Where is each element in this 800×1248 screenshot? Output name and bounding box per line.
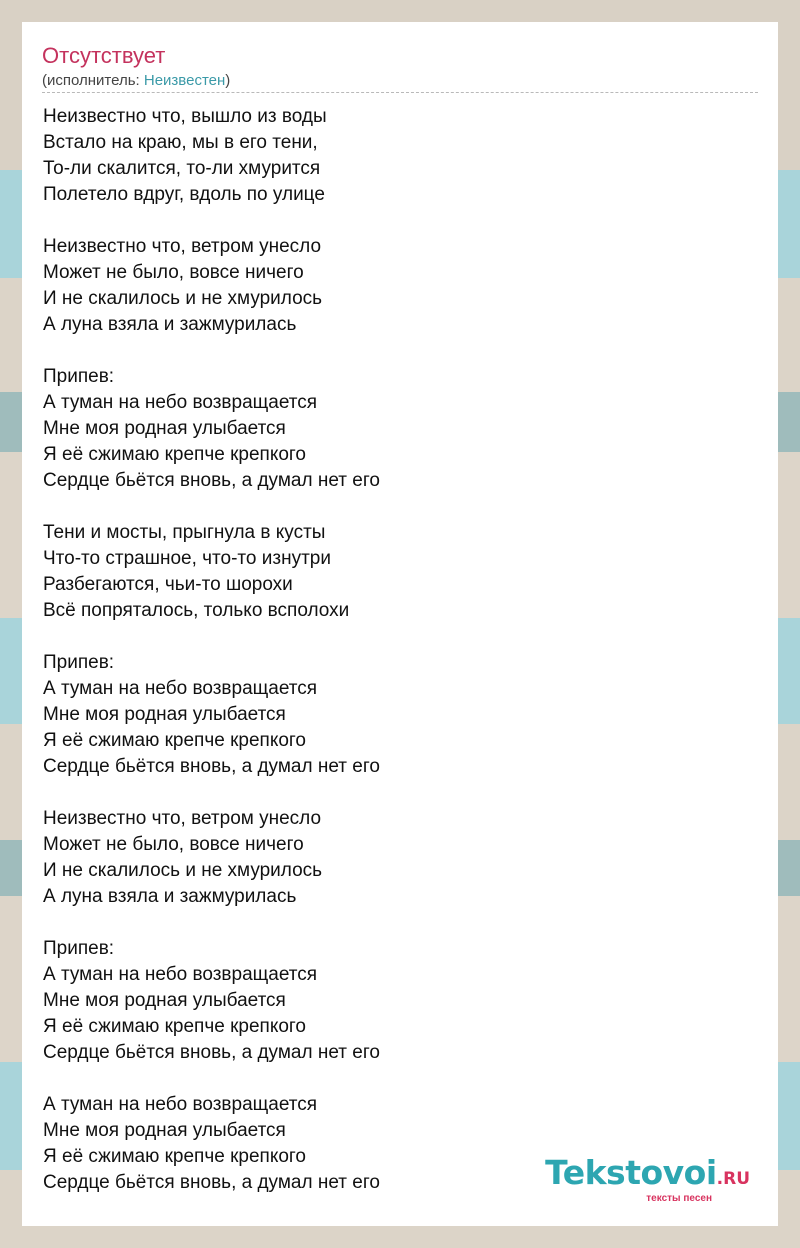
lyrics-line: Неизвестно что, вышло из воды [43,106,327,127]
lyrics-line: Мне моя родная улыбается [43,418,286,439]
lyrics-stanza [43,520,743,624]
lyrics-line: Сердце бьётся вновь, а думал нет его [43,756,380,777]
artist-suffix: ) [225,72,231,89]
lyrics-line: Неизвестно что, ветром унесло [43,808,322,829]
lyrics-line: Сердце бьётся вновь, а думал нет его [43,1042,380,1063]
lyrics-line: Может не было, вовсе ничего [43,834,304,855]
artist-link[interactable]: Неизвестен [143,72,226,89]
lyrics-line: Припев: [43,366,115,387]
lyrics-stanza [43,936,743,1066]
lyrics-line: То-ли скалится, то-ли хмурится [43,158,321,179]
lyrics-body [43,104,743,1222]
lyrics-stanza [43,234,743,338]
lyrics-card [22,22,778,1226]
lyrics-line: Что-то страшное, что-то изнутри [43,548,331,569]
site-logo[interactable] [545,1153,750,1204]
lyrics-line: Всё попряталось, только всполохи [43,600,350,621]
logo-main-text: Tekstovoi [545,1153,717,1192]
lyrics-line: И не скалилось и не хмурилось [43,288,323,309]
lyrics-line: Разбегаются, чьи-то шорохи [43,574,293,595]
lyrics-line: Сердце бьётся вновь, а думал нет его [43,1172,380,1193]
lyrics-line: Я её сжимаю крепче крепкого [43,444,306,465]
lyrics-line: Припев: [43,652,115,673]
lyrics-line: Припев: [43,938,115,959]
lyrics-line: Я её сжимаю крепче крепкого [43,1016,306,1037]
lyrics-line: Может не было, вовсе ничего [43,262,304,283]
lyrics-line: А туман на небо возвращается [43,964,318,985]
logo-wordmark [545,1153,750,1196]
lyrics-line: И не скалилось и не хмурилось [43,860,323,881]
lyrics-line: Тени и мосты, прыгнула в кусты [43,522,326,543]
lyrics-line: Я её сжимаю крепче крепкого [43,1146,306,1167]
lyrics-line: Я её сжимаю крепче крепкого [43,730,306,751]
lyrics-stanza [43,806,743,910]
logo-domain: .RU [716,1169,750,1189]
lyrics-line: А туман на небо возвращается [43,1094,318,1115]
lyrics-line: Мне моя родная улыбается [43,1120,286,1141]
lyrics-line: Встало на краю, мы в его тени, [43,132,318,153]
artist-prefix: (исполнитель: [42,72,144,89]
lyrics-line: А луна взяла и зажмурилась [43,314,297,335]
lyrics-stanza [43,104,743,208]
artist-line [42,71,758,91]
lyrics-line: А луна взяла и зажмурилась [43,886,297,907]
song-header [42,42,758,91]
lyrics-line: Неизвестно что, ветром унесло [43,236,322,257]
song-title: Отсутствует [42,43,166,68]
lyrics-stanza [43,650,743,780]
lyrics-stanza [43,364,743,494]
lyrics-line: Полетело вдруг, вдоль по улице [43,184,325,205]
lyrics-line: Мне моя родная улыбается [43,704,286,725]
lyrics-line: А туман на небо возвращается [43,678,318,699]
logo-tagline: тексты песен [646,1193,712,1204]
lyrics-line: Сердце бьётся вновь, а думал нет его [43,470,380,491]
header-divider [42,92,758,93]
lyrics-line: Мне моя родная улыбается [43,990,286,1011]
lyrics-line: А туман на небо возвращается [43,392,318,413]
